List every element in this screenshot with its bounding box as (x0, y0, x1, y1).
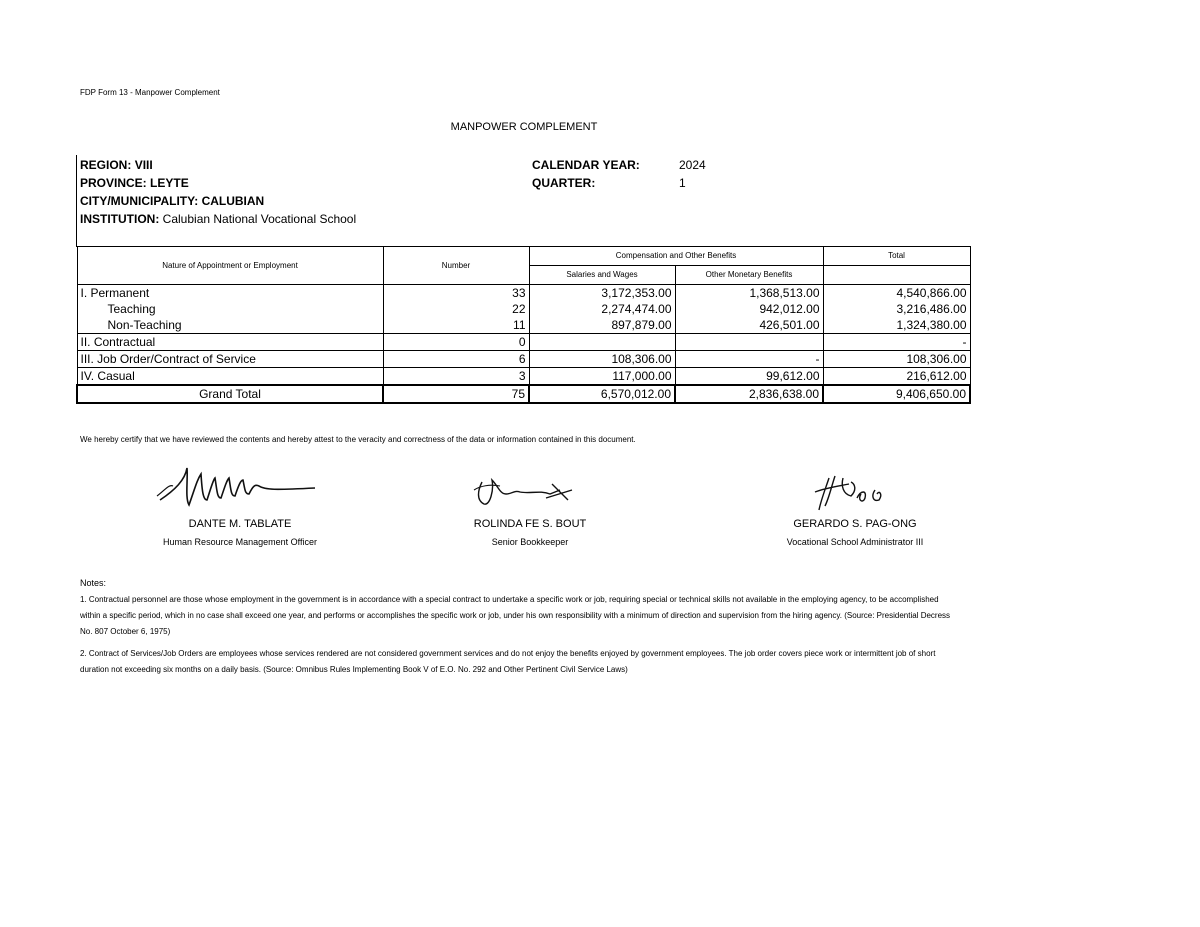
row-other: 426,501.00 (675, 317, 823, 334)
province-label: PROVINCE: (80, 176, 147, 190)
table-row (77, 334, 970, 351)
note-2: 2. Contract of Services/Job Orders are employees whose services rendered are not considered government services and do not enjoy the benefits enjoyed by government employees. The job order covers piece work or intermittent job of short duration not exceeding six months on a daily basis. (Source: Omnibus Rules Implementing Book V of E.O. No. 292 and Other Pertinent Civil Service Laws) (80, 649, 936, 674)
row-salaries (529, 334, 675, 351)
signatory-position: Human Resource Management Officer (163, 537, 317, 547)
manpower-table (76, 246, 971, 404)
table-row (77, 368, 970, 386)
region-line (80, 158, 153, 172)
row-label: Grand Total (77, 385, 383, 403)
notes-title: Notes: (80, 578, 107, 588)
institution-label: INSTITUTION: (80, 212, 160, 226)
signatory-2 (420, 460, 640, 547)
city-line (80, 194, 264, 208)
row-number: 33 (383, 285, 529, 302)
table-row (77, 351, 970, 368)
header-number: Number (383, 247, 529, 285)
row-salaries: 117,000.00 (529, 368, 675, 386)
year-label: CALENDAR YEAR: (532, 158, 640, 172)
header-salaries: Salaries and Wages (529, 266, 675, 285)
header-compensation: Compensation and Other Benefits (529, 247, 823, 266)
row-other: - (675, 351, 823, 368)
row-total: 1,324,380.00 (823, 317, 970, 334)
row-number: 22 (383, 301, 529, 317)
form-code: FDP Form 13 - Manpower Complement (80, 88, 220, 97)
row-other: 2,836,638.00 (675, 385, 823, 403)
row-label: III. Job Order/Contract of Service (77, 351, 383, 368)
row-other: 99,612.00 (675, 368, 823, 386)
signature-mark (460, 460, 600, 518)
city-value: CALUBIAN (201, 194, 265, 208)
row-total: 9,406,650.00 (823, 385, 970, 403)
header-total-blank (823, 266, 970, 285)
signatory-name: DANTE M. TABLATE (188, 518, 292, 530)
row-other (675, 334, 823, 351)
row-salaries: 108,306.00 (529, 351, 675, 368)
row-number: 6 (383, 351, 529, 368)
row-label: II. Contractual (77, 334, 383, 351)
row-number: 75 (383, 385, 529, 403)
row-salaries: 897,879.00 (529, 317, 675, 334)
province-line (80, 176, 189, 190)
header-other-benefits: Other Monetary Benefits (675, 266, 823, 285)
province-value: LEYTE (150, 176, 189, 190)
table-row (77, 317, 970, 334)
signatory-position: Vocational School Administrator III (786, 537, 924, 547)
row-label: IV. Casual (77, 368, 383, 386)
table-row (77, 301, 970, 317)
signatory-3 (745, 460, 965, 547)
row-total: 3,216,486.00 (823, 301, 970, 317)
signatory-name: GERARDO S. PAG-ONG (793, 518, 917, 530)
row-number: 11 (383, 317, 529, 334)
row-label: I. Permanent (77, 285, 383, 302)
row-other: 1,368,513.00 (675, 285, 823, 302)
row-label: Non-Teaching (77, 317, 383, 334)
document-title: MANPOWER COMPLEMENT (450, 121, 598, 133)
signatory-name: ROLINDA FE S. BOUT (473, 518, 587, 530)
signature-mark (155, 460, 325, 518)
region-label: REGION: (80, 158, 132, 172)
row-salaries: 2,274,474.00 (529, 301, 675, 317)
signatory-position: Senior Bookkeeper (491, 537, 569, 547)
quarter-value: 1 (679, 176, 686, 190)
row-total: 216,612.00 (823, 368, 970, 386)
row-total: 108,306.00 (823, 351, 970, 368)
signature-mark (795, 460, 915, 518)
institution-line (80, 212, 356, 226)
row-total: - (823, 334, 970, 351)
signatory-1 (130, 460, 350, 547)
row-label: Teaching (77, 301, 383, 317)
header-total: Total (823, 247, 970, 266)
quarter-label: QUARTER: (532, 176, 596, 190)
header-nature: Nature of Appointment or Employment (77, 247, 383, 285)
certification-text: We hereby certify that we have reviewed the contents and hereby attest to the veracity and correctness of the data or information contained in this document. (80, 435, 636, 444)
region-value: VIII (134, 158, 153, 172)
table-row (77, 285, 970, 302)
row-other: 942,012.00 (675, 301, 823, 317)
row-salaries: 3,172,353.00 (529, 285, 675, 302)
city-label: CITY/MUNICIPALITY: (80, 194, 199, 208)
header-left-border (76, 155, 77, 247)
institution-value: Calubian National Vocational School (162, 212, 357, 226)
row-number: 0 (383, 334, 529, 351)
row-total: 4,540,866.00 (823, 285, 970, 302)
grand-total-row (77, 385, 970, 403)
row-salaries: 6,570,012.00 (529, 385, 675, 403)
row-number: 3 (383, 368, 529, 386)
note-1: 1. Contractual personnel are those whose employment in the government is in accordance with a special contract to undertake a specific work or job, requiring special or technical skills not available in the employing agency, to be accomplished within a specific period, which in no case shall exceed one year, and performs or accomplishes the specific work or job, under his own responsibility with a minimum of direction and supervision from the hiring agency. (Source: Presidential Decress No. 807 October 6, 1975) (80, 595, 951, 636)
year-value: 2024 (679, 158, 706, 172)
